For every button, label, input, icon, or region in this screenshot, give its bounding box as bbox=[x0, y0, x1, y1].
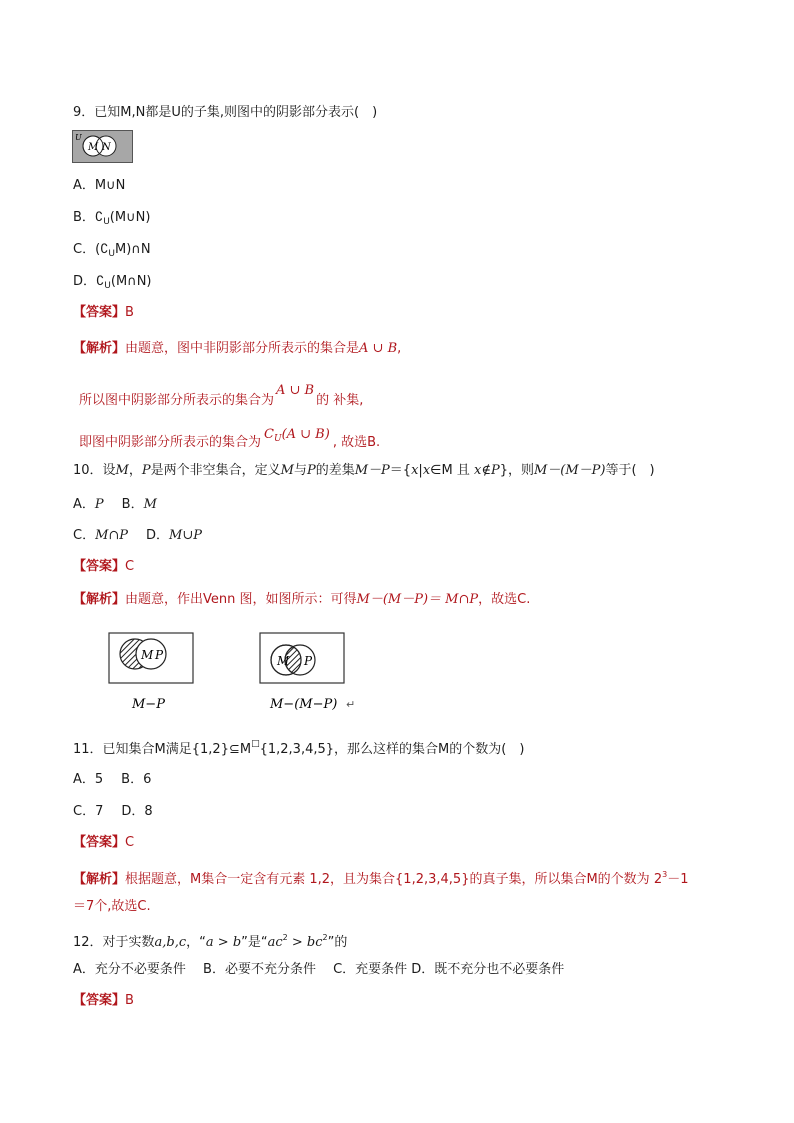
q9-venn-diagram bbox=[72, 130, 134, 164]
q10-answer: 【答案】C bbox=[73, 559, 135, 574]
q12-stem: 12．对于实数a,b,c，“a > b”是“$ac^2 > bc^2$”的 bbox=[73, 933, 348, 950]
q11-analysis-line-2: ＝7个,故选C. bbox=[73, 899, 151, 914]
label-m: M bbox=[88, 142, 99, 153]
q12-answer: 【答案】B bbox=[73, 993, 134, 1008]
q11-analysis-line-1: 【解析】根据题意，M集合一定含有元素 1,2，且为集合{1,2,3,4,5}的真子集，所以集合M的个数为 $2^3-1$ bbox=[73, 870, 689, 887]
fig2-label-m: M bbox=[277, 654, 290, 668]
q10-options-ab: A．P B．M bbox=[73, 497, 157, 512]
return-mark: ↵ bbox=[346, 698, 356, 711]
q9-analysis-line-3: 即图中阴影部分所表示的集合为$C_U(A$ ∪ B), 故选B. bbox=[79, 427, 381, 450]
label-n: N bbox=[102, 142, 111, 153]
q10-analysis: 【解析】由题意，作出Venn 图，如图所示：可得M－(M－P)＝ M∩P，故选C. bbox=[73, 592, 531, 607]
q10-stem: 10．设M，P是两个非空集合，定义M与P的差集M－P＝{x|x∈M 且 x∉P}，则M－(M－P)等于( ) bbox=[73, 463, 655, 478]
q12-options: A．充分不必要条件 B．必要不充分条件 C．充要条件 D．既不充分也不必要条件 bbox=[73, 962, 565, 977]
q9-stem: 9．已知M,N都是U的子集,则图中的阴影部分表示( ) bbox=[73, 105, 378, 120]
q9-analysis-line-2: 所以图中阴影部分所表示的集合为A ∪ B的 补集, bbox=[79, 383, 364, 408]
fig2-caption: M−(M−P) bbox=[270, 697, 338, 712]
fig1-caption: M−P bbox=[132, 697, 165, 712]
fig2-label-p: P bbox=[304, 654, 313, 668]
q9-answer: 【答案】B bbox=[73, 305, 134, 320]
q9-option-c: C．$(∁_UM)\cap N$ bbox=[73, 242, 151, 259]
q9-option-d: D．$∁_U(M\cap N)$ bbox=[73, 274, 152, 291]
q9-analysis-line-1: 【解析】由题意，图中非阴影部分所表示的集合是A ∪ B, bbox=[73, 341, 402, 356]
q11-options-cd: C．7 D．8 bbox=[73, 804, 153, 819]
q11-options-ab: A．5 B．6 bbox=[73, 772, 152, 787]
q10-venn-figure-1 bbox=[105, 628, 205, 714]
q10-options-cd: C．M∩P D．M∪P bbox=[73, 528, 202, 543]
fig1-label-p: P bbox=[155, 648, 164, 662]
q9-option-a: A．M∪N bbox=[73, 178, 126, 193]
q11-answer: 【答案】C bbox=[73, 835, 135, 850]
label-u: U bbox=[75, 133, 82, 142]
q10-venn-figure-2 bbox=[256, 628, 376, 714]
q11-stem: 11．已知集合M满足{1,2}⊆M□{1,2,3,4,5}，那么这样的集合M的个数为( ) bbox=[73, 739, 525, 757]
fig1-label-m: M bbox=[141, 648, 154, 662]
q9-option-b: B．$∁_U(M\cup N)$ bbox=[73, 210, 151, 227]
